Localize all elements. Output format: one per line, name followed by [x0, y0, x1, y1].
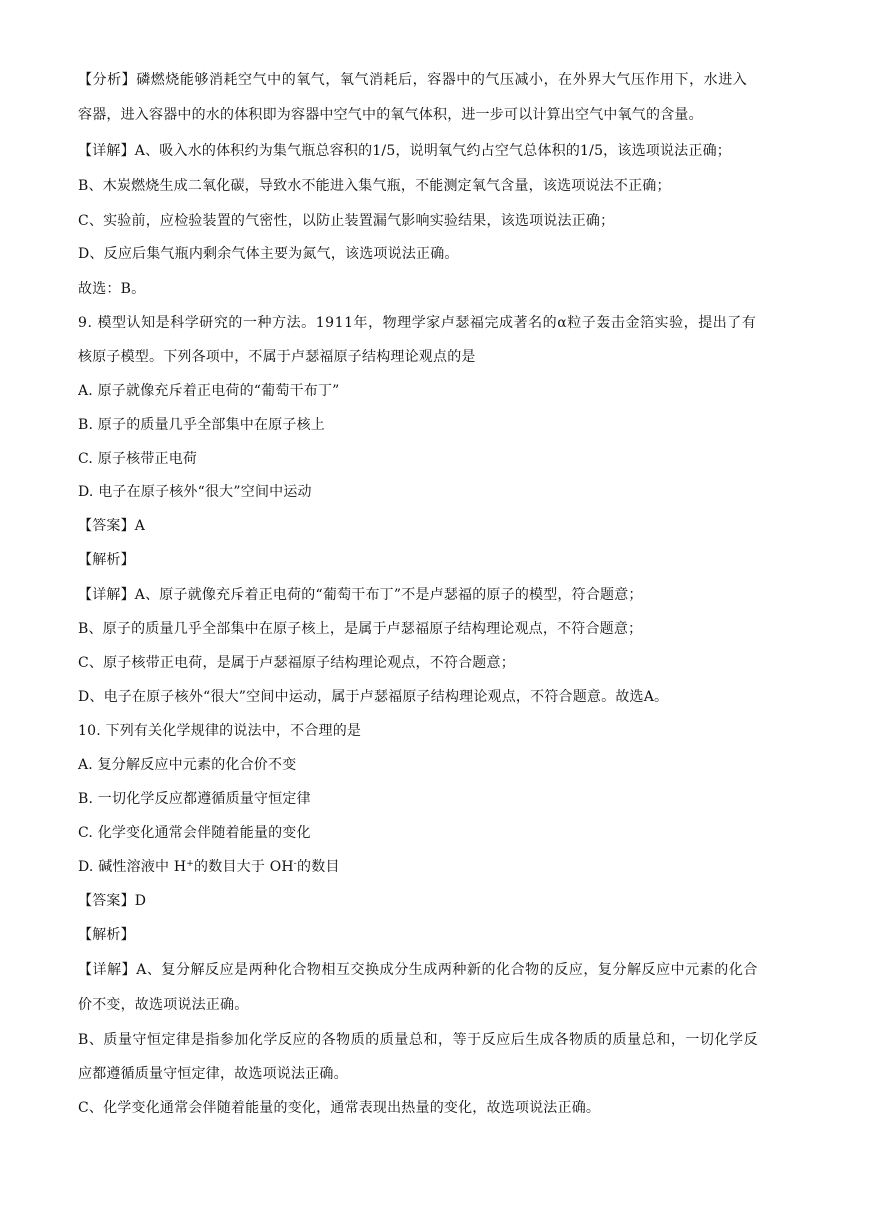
option-d-text-end: 的数目	[297, 859, 340, 875]
question-9-analysis-label: 【解析】	[78, 552, 135, 568]
question-10-detail-b-line-2: 应都遵循质量守恒定律，故选项说法正确。	[78, 1066, 348, 1082]
detail-option-b: B、木炭燃烧生成二氧化碳，导致水不能进入集气瓶，不能测定氧气含量，该选项说法不正确；	[78, 178, 671, 194]
detail-option-c: C、实验前，应检验装置的气密性，以防止装置漏气影响实验结果，该选项说法正确；	[78, 213, 615, 229]
analysis-line-1: 【分析】磷燃烧能够消耗空气中的氧气，氧气消耗后，容器中的气压减小，在外界大气压作用下，水进入	[78, 72, 748, 88]
question-10-stem: 10. 下列有关化学规律的说法中，不合理的是	[78, 723, 362, 739]
option-d-text-middle: 的数目大于 OH	[194, 859, 294, 875]
final-choice: 故选：B。	[78, 281, 146, 297]
option-d-text-start: D. 碱性溶液中 H	[78, 859, 187, 875]
question-9-answer: 【答案】A	[78, 518, 146, 534]
question-9-option-a: A. 原子就像充斥着正电荷的“葡萄干布丁”	[78, 383, 340, 399]
detail-option-a: 【详解】A、吸入水的体积约为集气瓶总容积的1/5，说明氧气约占空气总体积的1/5，该选项说法正确；	[78, 143, 731, 159]
question-9-stem-line-1: 9. 模型认知是科学研究的一种方法。1911年，物理学家卢瑟福完成著名的α粒子轰击金箔实验，提出了有	[78, 315, 757, 331]
question-10-detail-c: C、化学变化通常会伴随着能量的变化，通常表现出热量的变化，故选项说法正确。	[78, 1100, 601, 1116]
question-10-detail-b-line-1: B、质量守恒定律是指参加化学反应的各物质的质量总和，等于反应后生成各物质的质量总和，一切化学反	[78, 1032, 759, 1048]
detail-option-d: D、反应后集气瓶内剩余气体主要为氮气，该选项说法正确。	[78, 246, 459, 262]
question-10-option-a: A. 复分解反应中元素的化合价不变	[78, 757, 297, 773]
question-9-detail-c: C、原子核带正电荷，是属于卢瑟福原子结构理论观点，不符合题意；	[78, 655, 515, 671]
question-9-option-b: B. 原子的质量几乎全部集中在原子核上	[78, 417, 325, 433]
question-9-stem-line-2: 核原子模型。下列各项中，不属于卢瑟福原子结构理论观点的是	[78, 349, 476, 365]
h-ion-charge: +	[186, 859, 195, 869]
question-10-option-c: C. 化学变化通常会伴随着能量的变化	[78, 825, 311, 841]
question-10-option-b: B. 一切化学反应都遵循质量守恒定律	[78, 791, 311, 807]
question-9-option-d: D. 电子在原子核外“很大”空间中运动	[78, 484, 312, 500]
question-10-detail-a-line-1: 【详解】A、复分解反应是两种化合物相互交换成分生成两种新的化合物的反应，复分解反应中元素的化合	[78, 962, 758, 978]
question-9-detail-d: D、电子在原子核外“很大”空间中运动，属于卢瑟福原子结构理论观点，不符合题意。故选A。	[78, 689, 669, 705]
question-10-analysis-label: 【解析】	[78, 927, 135, 943]
question-10-option-d	[78, 856, 798, 878]
question-10-detail-a-line-2: 价不变，故选项说法正确。	[78, 997, 249, 1013]
question-10-answer: 【答案】D	[78, 893, 147, 909]
question-9-option-c: C. 原子核带正电荷	[78, 451, 198, 467]
oh-ion-charge: -	[293, 859, 298, 869]
analysis-line-2: 容器，进入容器中的水的体积即为容器中空气中的氧气体积，进一步可以计算出空气中氧气的含量。	[78, 107, 703, 123]
question-9-detail-a: 【详解】A、原子就像充斥着正电荷的“葡萄干布丁”不是卢瑟福的原子的模型，符合题意；	[78, 587, 643, 603]
question-9-detail-b: B、原子的质量几乎全部集中在原子核上，是属于卢瑟福原子结构理论观点，不符合题意；	[78, 621, 643, 637]
